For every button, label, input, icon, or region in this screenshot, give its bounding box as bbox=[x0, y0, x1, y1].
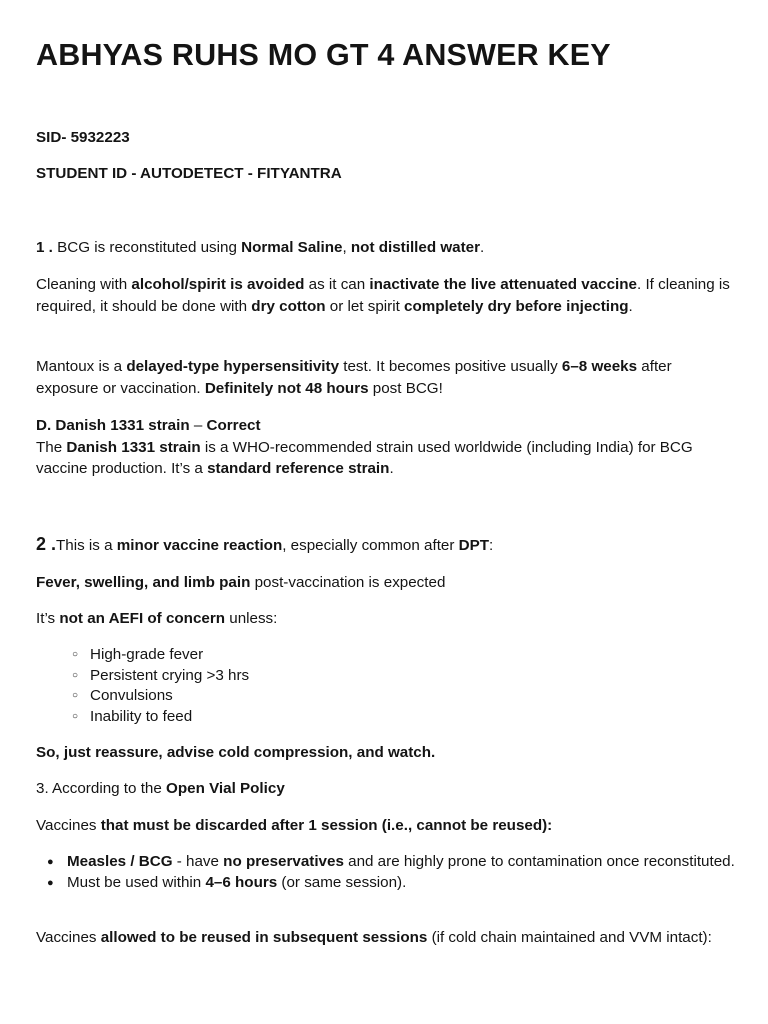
text: . If cleaning is required, it should be done with bbox=[36, 276, 730, 315]
text: post-vaccination is expected bbox=[250, 574, 446, 591]
list-item: ○ Persistent crying >3 hrs bbox=[72, 666, 249, 687]
bold-text: delayed-type hypersensitivity bbox=[126, 358, 340, 375]
bold-text: inactivate the live attenuated vaccine bbox=[369, 276, 637, 293]
answer-1-intro bbox=[36, 237, 736, 259]
text: Cleaning with bbox=[36, 276, 132, 293]
text: (or same session). bbox=[277, 873, 407, 891]
bold-text: Measles / BCG bbox=[67, 853, 173, 870]
bold-text: alcohol/spirit is avoided bbox=[131, 276, 305, 293]
list-item: ○ Inability to feed bbox=[72, 707, 249, 728]
text: . bbox=[389, 460, 394, 477]
text: unless: bbox=[225, 610, 278, 627]
bold-text: Danish 1331 strain bbox=[66, 438, 201, 456]
discard-paragraph bbox=[36, 815, 736, 837]
text: post BCG! bbox=[368, 379, 443, 397]
bold-text: D. Danish 1331 strain bbox=[36, 417, 190, 434]
bold-text: Fever, swelling, and limb pain bbox=[36, 574, 251, 591]
aefi-conditions-list bbox=[72, 645, 249, 727]
text: – bbox=[189, 417, 207, 434]
bold-text: minor vaccine reaction bbox=[116, 537, 283, 554]
allowed-paragraph bbox=[36, 927, 736, 949]
text: after exposure or vaccination. bbox=[36, 358, 672, 397]
list-item: ○ High-grade fever bbox=[72, 645, 249, 666]
text: This is a bbox=[56, 537, 117, 554]
text: BCG is reconstituted using bbox=[52, 239, 242, 256]
bold-text: dry cotton bbox=[251, 297, 326, 315]
bold-text: DPT bbox=[458, 537, 490, 554]
answer-2-intro bbox=[36, 534, 736, 557]
bold-text: 6–8 weeks bbox=[561, 358, 638, 375]
list-item bbox=[36, 852, 736, 873]
text: as it can bbox=[304, 276, 370, 293]
aefi-paragraph bbox=[36, 608, 736, 630]
text: . bbox=[628, 297, 633, 315]
list-item bbox=[36, 873, 736, 894]
list-item: ○ Convulsions bbox=[72, 686, 249, 707]
text: . bbox=[480, 239, 485, 256]
bold-text: Definitely not 48 hours bbox=[204, 379, 369, 397]
text: Mantoux is a bbox=[36, 358, 127, 375]
danish-strain-paragraph bbox=[36, 415, 736, 480]
bold-text: 4–6 hours bbox=[205, 873, 278, 891]
fever-paragraph bbox=[36, 572, 736, 594]
bold-text: Normal Saline bbox=[241, 239, 343, 256]
bold-text: not an AEFI of concern bbox=[59, 610, 226, 627]
bold-text: allowed to be reused in subsequent sessions bbox=[100, 929, 428, 946]
text: , bbox=[342, 239, 351, 256]
reassure-paragraph: So, just reassure, advise cold compression, and watch. bbox=[36, 744, 436, 761]
text: - have bbox=[172, 853, 224, 870]
text: test. It becomes positive usually bbox=[339, 358, 562, 375]
discard-vaccines-list bbox=[36, 852, 736, 893]
bold-text: Open Vial Policy bbox=[166, 780, 285, 797]
bold-text: not distilled water bbox=[350, 239, 480, 256]
text: (if cold chain maintained and VVM intact): bbox=[427, 929, 712, 946]
bold-text: no preservatives bbox=[223, 853, 344, 870]
text: : bbox=[489, 537, 494, 554]
text: or let spirit bbox=[325, 297, 405, 315]
sid-line: SID- 5932223 bbox=[36, 129, 130, 146]
text: It’s bbox=[36, 610, 60, 627]
document-title: ABHYAS RUHS MO GT 4 ANSWER KEY bbox=[36, 38, 611, 72]
mantoux-paragraph bbox=[36, 356, 736, 399]
answer-3-intro bbox=[36, 778, 736, 800]
text: Must be used within bbox=[67, 873, 206, 891]
text: is a WHO-recommended strain used worldwide (including India) for BCG vaccine production. It’s a bbox=[36, 438, 693, 477]
answer-number: 2 . bbox=[36, 534, 57, 554]
bold-text: Correct bbox=[206, 417, 261, 434]
text: , especially common after bbox=[282, 537, 459, 554]
text: and are highly prone to contamination once reconstituted. bbox=[343, 853, 735, 870]
text: 3. According to the bbox=[36, 780, 167, 797]
student-id-line: STUDENT ID - AUTODETECT - FITYANTRA bbox=[36, 165, 342, 182]
text: Vaccines bbox=[36, 817, 101, 834]
bold-text: that must be discarded after 1 session (i.e., cannot be reused): bbox=[100, 817, 553, 834]
text: The bbox=[36, 438, 67, 456]
bold-text: completely dry before injecting bbox=[404, 297, 629, 315]
cleaning-paragraph bbox=[36, 274, 736, 317]
text: Vaccines bbox=[36, 929, 101, 946]
answer-number: 1 . bbox=[36, 239, 53, 256]
bold-text: standard reference strain bbox=[207, 460, 390, 477]
